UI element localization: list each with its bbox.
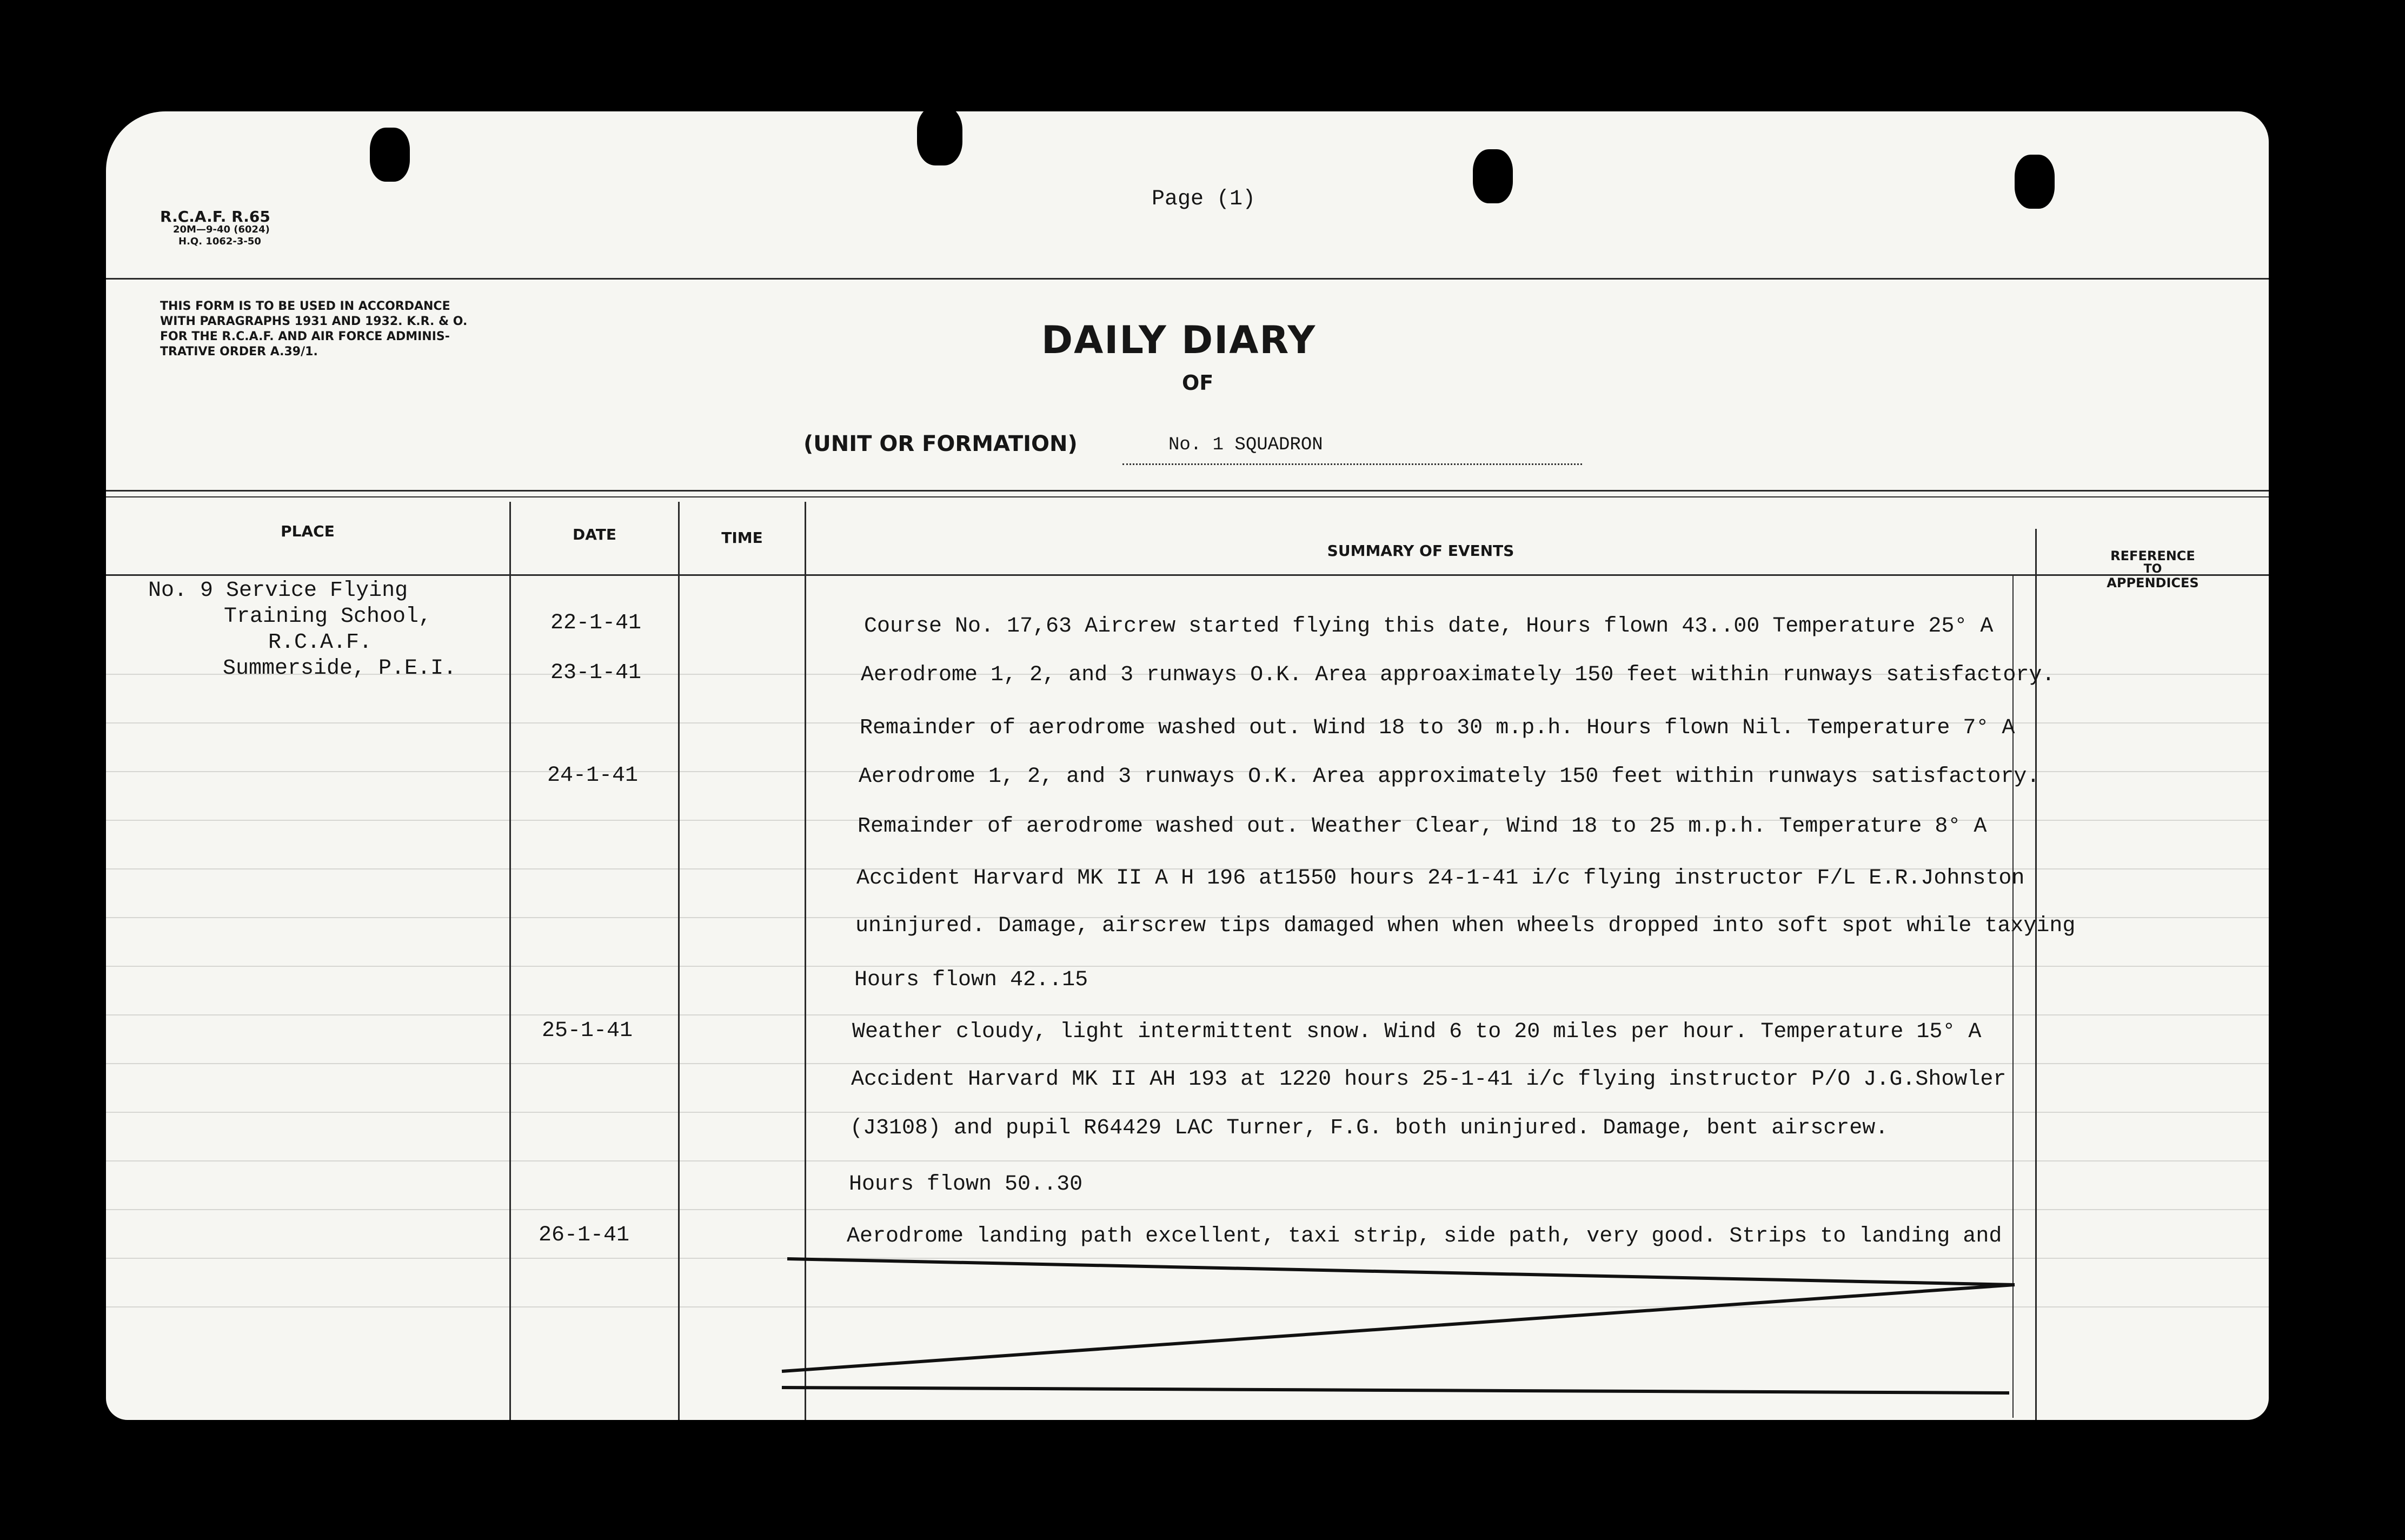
place-line: Summerside, P.E.I. <box>223 656 457 681</box>
summary-line: Course No. 17,63 Aircrew started flying this date, Hours flown 43..00 Temperature 25° A <box>864 614 1994 639</box>
summary-line: Remainder of aerodrome washed out. Weather Clear, Wind 18 to 25 m.p.h. Temperature 8° A <box>858 814 1987 839</box>
summary-line: Weather cloudy, light intermittent snow. Wind 6 to 20 miles per hour. Temperature 15° A <box>852 1020 1982 1044</box>
date-entry: 24-1-41 <box>547 764 639 788</box>
unit-value: No. 1 SQUADRON <box>1168 435 1323 455</box>
date-entry: 23-1-41 <box>550 661 642 685</box>
column-header-date: DATE <box>573 526 616 543</box>
column-header-summary: SUMMARY OF EVENTS <box>1327 542 1514 560</box>
place-line: No. 9 Service Flying <box>148 579 408 603</box>
form-code-line: 20M—9-40 (6024) <box>173 224 270 235</box>
summary-line: Accident Harvard MK II A H 196 at1550 hours 24-1-41 i/c flying instructor F/L E.R.Johnston <box>856 866 2025 891</box>
form-instructions: TRATIVE ORDER A.39/1. <box>160 345 318 359</box>
summary-line: Aerodrome 1, 2, and 3 runways O.K. Area approximately 150 feet within runways satisfactory. <box>859 765 2040 789</box>
page-title: DAILY DIARY <box>1041 318 1317 362</box>
summary-line: Hours flown 42..15 <box>854 968 1088 992</box>
form-instructions: THIS FORM IS TO BE USED IN ACCORDANCE <box>160 300 450 313</box>
date-entry: 26-1-41 <box>539 1223 630 1247</box>
closing-line-diagonal <box>782 1285 2015 1371</box>
summary-line: Aerodrome landing path excellent, taxi strip, side path, very good. Strips to landing and <box>847 1224 2002 1249</box>
date-entry: 25-1-41 <box>542 1019 633 1043</box>
form-code-line: R.C.A.F. R.65 <box>160 208 270 225</box>
summary-line: Hours flown 50..30 <box>849 1172 1083 1197</box>
place-line: R.C.A.F. <box>268 630 373 655</box>
summary-line: Aerodrome 1, 2, and 3 runways O.K. Area approaximately 150 feet within runways satisfactory. <box>861 663 2055 687</box>
diary-page <box>106 111 2269 1420</box>
place-line: Training School, <box>224 605 432 629</box>
summary-line: Accident Harvard MK II AH 193 at 1220 hours 25-1-41 i/c flying instructor P/O J.G.Showler <box>851 1067 2007 1092</box>
summary-line: uninjured. Damage, airscrew tips damaged when when wheels dropped into soft spot while taxying <box>855 914 2076 938</box>
form-instructions: FOR THE R.C.A.F. AND AIR FORCE ADMINIS- <box>160 330 450 343</box>
column-header-reference: REFERENCE <box>2110 548 2195 563</box>
summary-line: (J3108) and pupil R64429 LAC Turner, F.G. both uninjured. Damage, bent airscrew. <box>850 1116 1889 1140</box>
summary-line: Remainder of aerodrome washed out. Wind 18 to 30 m.p.h. Hours flown Nil. Temperature 7° A <box>860 716 2015 740</box>
column-header-reference: APPENDICES <box>2107 575 2199 590</box>
closing-lines <box>106 111 2269 1420</box>
form-code-line: H.Q. 1062-3-50 <box>178 236 261 247</box>
closing-line-bottom <box>782 1388 2009 1393</box>
column-header-reference: TO <box>2143 562 2162 576</box>
form-instructions: WITH PARAGRAPHS 1931 AND 1932. K.R. & O. <box>160 315 468 328</box>
closing-line-top <box>787 1259 2015 1285</box>
page-number: Page (1) <box>1152 187 1256 211</box>
title-of: OF <box>1182 371 1214 395</box>
column-header-place: PLACE <box>281 522 335 540</box>
unit-label: (UNIT OR FORMATION) <box>803 432 1078 456</box>
column-header-time: TIME <box>721 529 763 547</box>
date-entry: 22-1-41 <box>550 611 642 635</box>
